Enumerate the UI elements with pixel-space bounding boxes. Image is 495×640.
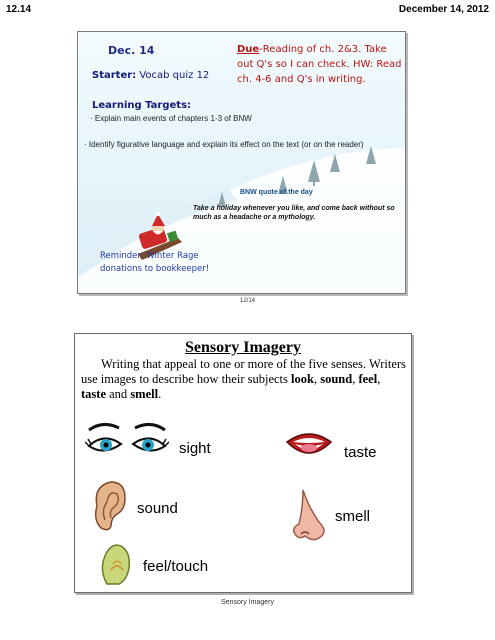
slide-caption: 12/14 bbox=[239, 298, 255, 304]
separator: , bbox=[352, 372, 359, 386]
nose-icon bbox=[289, 488, 329, 542]
slide-agenda[interactable] bbox=[77, 31, 406, 294]
slide-title: Sensory Imagery bbox=[185, 339, 301, 356]
sense-label-sight: sight bbox=[179, 440, 211, 457]
sense-label-sound: sound bbox=[137, 500, 178, 517]
slide-caption: Sensory Imagery bbox=[221, 599, 274, 606]
page-header-date: December 14, 2012 bbox=[398, 4, 489, 15]
due-text: -Reading of ch. 2&3. Take out Q's so I can check. HW: Read ch. 4-6 and Q's in writing. bbox=[237, 44, 402, 85]
learning-target-1: · Explain main events of chapters 1-3 of BNW bbox=[90, 114, 252, 123]
sense-label-taste: taste bbox=[344, 444, 377, 461]
slide-date: Dec. 14 bbox=[108, 44, 155, 57]
starter-label: Starter: bbox=[92, 70, 137, 81]
sense-label-smell: smell bbox=[335, 508, 371, 525]
starter-line bbox=[92, 70, 209, 81]
definition-body: Writing that appeal to one or more of the five senses. Writers use images to describe how their subjects bbox=[81, 357, 406, 386]
period: . bbox=[158, 387, 162, 401]
word-smell: smell bbox=[130, 387, 159, 401]
quote-of-the-day: Take a holiday whenever you like, and come back without so much as a headache or a mythology. bbox=[193, 205, 395, 221]
slide-sensory-imagery[interactable] bbox=[74, 333, 412, 593]
reminder-note: Reminder: Winter Rage donations to bookkeeper! bbox=[100, 251, 210, 274]
eyes-icon bbox=[85, 420, 169, 468]
due-homework-note bbox=[237, 42, 403, 87]
learning-target-2: · Identify figurative language and explain its effect on the text (or on the reader) bbox=[84, 140, 364, 149]
sense-label-touch: feel/touch bbox=[143, 558, 209, 575]
word-feel: feel bbox=[358, 372, 378, 386]
separator: , bbox=[377, 372, 381, 386]
quote-title: BNW quote of the day bbox=[240, 189, 313, 196]
due-label: Due bbox=[237, 44, 260, 55]
word-taste: taste bbox=[81, 387, 106, 401]
page-header-left: 12.14 bbox=[6, 4, 32, 15]
word-look: look bbox=[291, 372, 314, 386]
ear-icon bbox=[91, 480, 127, 532]
definition-text bbox=[81, 357, 407, 402]
separator: , bbox=[313, 372, 321, 386]
finger-touch-icon bbox=[97, 540, 137, 586]
learning-targets-title: Learning Targets: bbox=[92, 100, 192, 111]
word-sound: sound bbox=[320, 372, 353, 386]
conjunction: and bbox=[106, 387, 131, 401]
mouth-icon bbox=[285, 428, 333, 464]
starter-text: Vocab quiz 12 bbox=[139, 70, 210, 81]
